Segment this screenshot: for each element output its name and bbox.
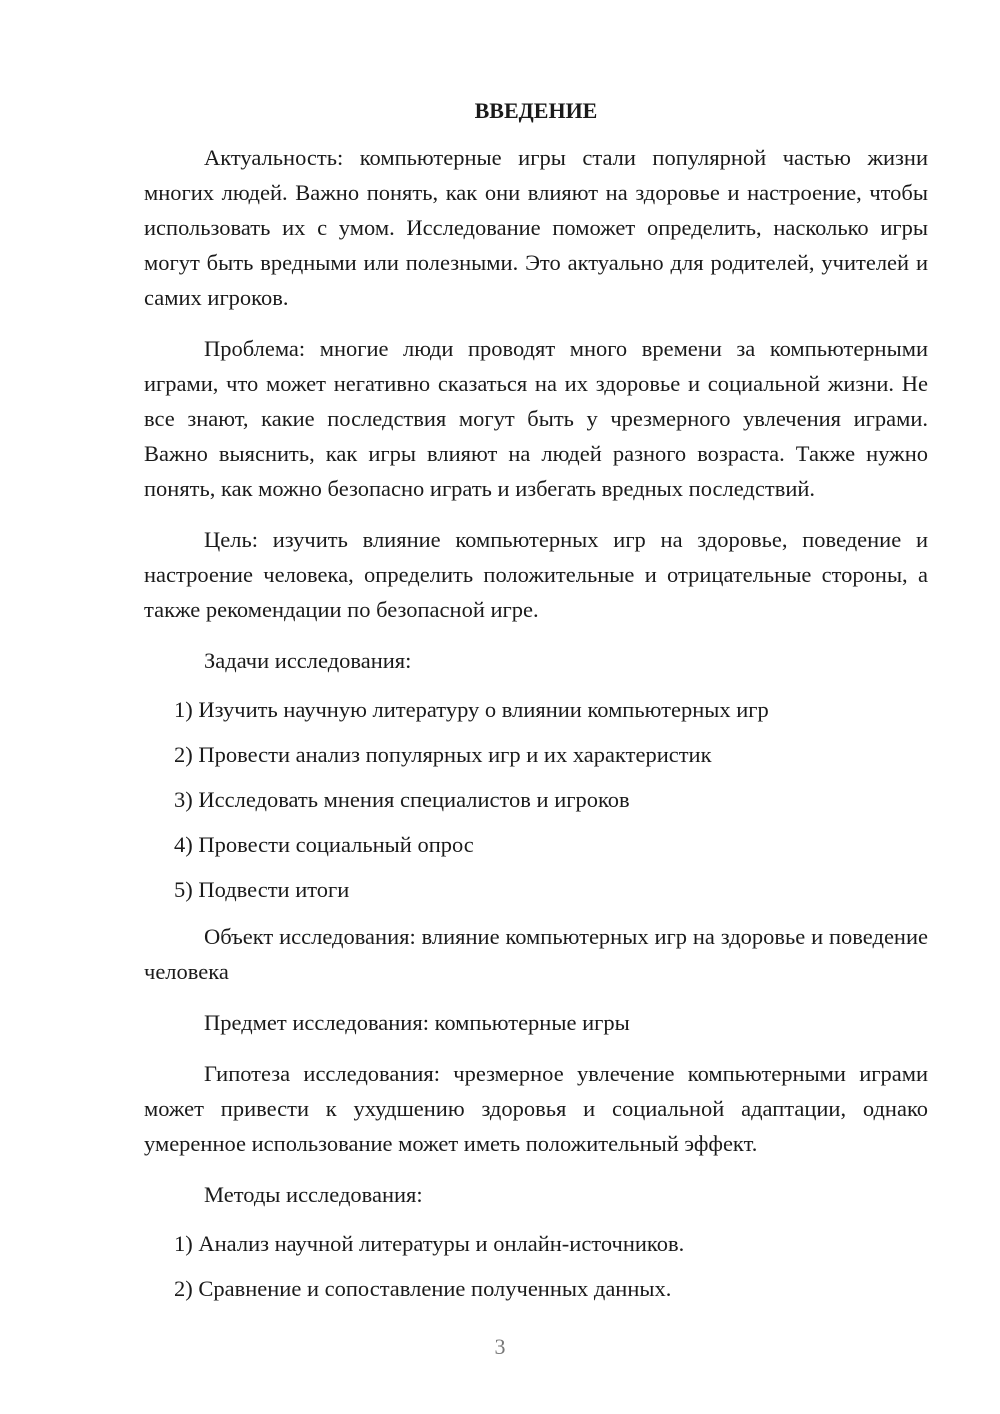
list-item: 3) Исследовать мнения специалистов и игроков	[174, 787, 630, 812]
list-item: 4) Провести социальный опрос	[174, 832, 474, 857]
subject-paragraph: Предмет исследования: компьютерные игры	[204, 1010, 630, 1035]
methods-title: Методы исследования:	[204, 1182, 423, 1207]
list-item: 5) Подвести итоги	[174, 877, 350, 902]
goal-paragraph: Цель: изучить влияние компьютерных игр на здоровье, поведение и настроение человека, определить положительные и отрицательные стороны, а также рекомендации по безопасной игре.	[144, 527, 928, 622]
page-content	[144, 96, 928, 1318]
list-item: 2) Сравнение и сопоставление полученных данных.	[174, 1276, 672, 1301]
methods-list	[144, 1228, 928, 1304]
tasks-title: Задачи исследования:	[204, 648, 412, 673]
object-paragraph: Объект исследования: влияние компьютерных игр на здоровье и поведение человека	[144, 924, 928, 984]
list-item: 2) Провести анализ популярных игр и их характеристик	[174, 742, 712, 767]
relevance-paragraph: Актуальность: компьютерные игры стали популярной частью жизни многих людей. Важно понять, как они влияют на здоровье и настроение, чтобы использовать их с умом. Исследование поможет определить, насколько игры могут быть вредными или полезными. Это актуально для родителей, учителей и самих игроков.	[144, 145, 928, 310]
problem-paragraph: Проблема: многие люди проводят много времени за компьютерными играми, что может негативно сказаться на их здоровье и социальной жизни. Не все знают, какие последствия могут быть у чрезмерного увлечения играми. Важно выяснить, как игры влияют на людей разного возраста. Также нужно понять, как можно безопасно играть и избегать вредных последствий.	[144, 336, 928, 501]
tasks-list	[144, 694, 928, 905]
hypothesis-paragraph: Гипотеза исследования: чрезмерное увлечение компьютерными играми может привести к ухудшению здоровья и социальной адаптации, однако умеренное использование может иметь положительный эффект.	[144, 1061, 928, 1156]
page-number: 3	[494, 1334, 506, 1359]
list-item: 1) Анализ научной литературы и онлайн-источников.	[174, 1231, 685, 1256]
page-title: ВВЕДЕНИЕ	[474, 98, 598, 123]
list-item: 1) Изучить научную литературу о влиянии компьютерных игр	[174, 697, 769, 722]
